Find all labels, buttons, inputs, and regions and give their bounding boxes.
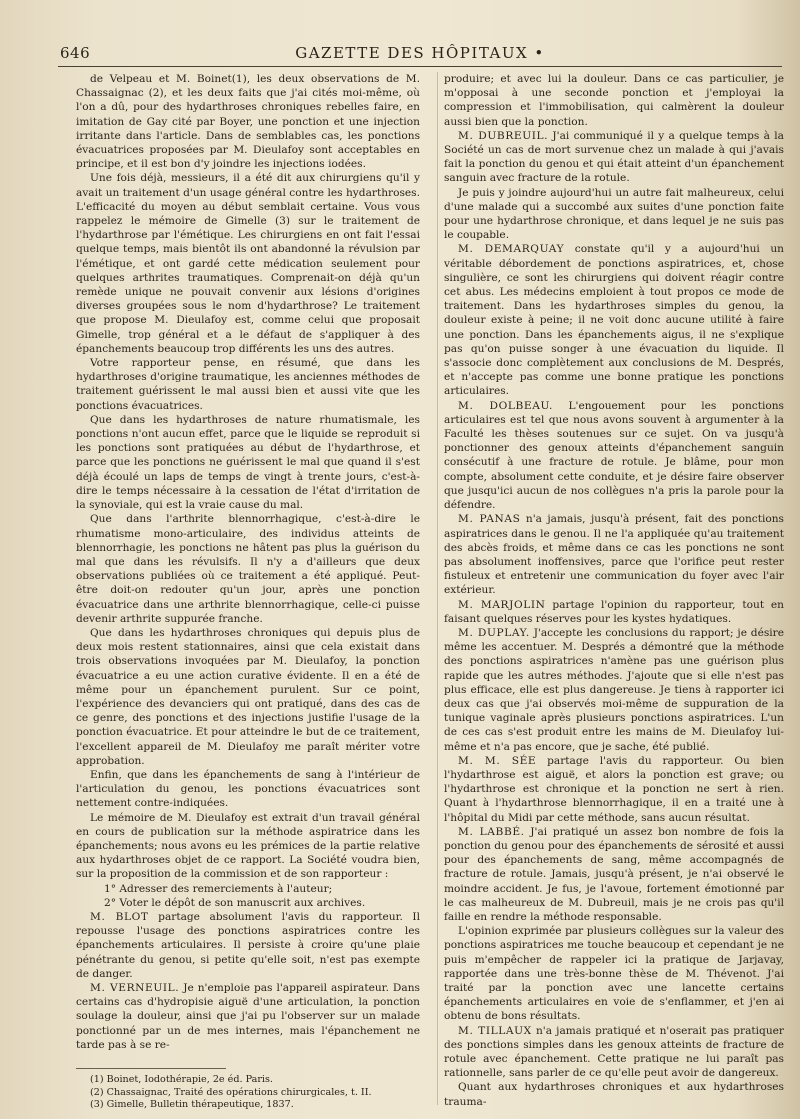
- paragraph-text: J'ai pratiqué un assez bon nombre de fois la ponction du genou pour des épanchements de sérosité et aussi pour des épanchements de sang, même accompagnés de fracture de rotule. Jamais, jusqu'à présent, je n'ai observé le moindre accident. Je fus, je l'avoue, fortement émotionné par le cas malheureux de M. Dubreuil, mais je ne crois pas qu'il faille en rendre la méthode responsable.: [444, 825, 784, 923]
- paragraph-text: de Velpeau et M. Boinet(1), les deux observations de M. Chassaignac (2), et les deux faits que j'ai cités moi-même, où l'on a dû, pour des hydarthroses chroniques rebelles faire, en imitation de Gay cité par Boyer, une ponction et une injection irritante dans l'article. Dans de semblables cas, les ponctions évacuatrices proposées par M. Dieulafoy sont acceptables en principe, et il est bon d'y joindre les injections iodées.: [76, 73, 420, 171]
- paragraph-text: Que dans les hydarthroses chroniques qui depuis plus de deux mois restent stationnaires, ainsi que cela existait dans trois observations invoquées par M. Dieulafoy, la ponction évacuatrice a eu une action curative évidente. Il en a été de même pour un épanchement purulent. Sur ce point, l'expérience des devanciers qui ont pratiqué, dans des cas de ce genre, des ponctions et des injections justifie l'usage de la ponction évacuatrice. Et pour atteindre le but de ce traitement, l'excellent appareil de M. Dieulafoy me paraît mériter votre approbation.: [76, 626, 420, 767]
- paragraph: [444, 399, 784, 513]
- paragraph: [444, 72, 784, 129]
- paragraph: [444, 1024, 784, 1081]
- footnote: (1) Boinet, Iodothérapie, 2e éd. Paris.: [90, 1074, 273, 1086]
- paragraph: [444, 825, 784, 924]
- paragraph-text: Une fois déjà, messieurs, il a été dit aux chirurgiens qu'il y avait un traitement d'un usage général contre les hydarthroses. L'efficacité du moyen au début semblait certaine. Vous vous rappelez le mémoire de Gimelle (3) sur le traitement de l'hydarthrose par l'émétique. Les chirurgiens en ont fait l'essai quelque temps, mais bientôt ils ont abandonné la révulsion par l'émétique, et ont gardé cette médication seulement pour quelques arthrites traumatiques. Comprenait-on déjà qu'un remède unique ne pouvait convenir aux lésions d'origines diverses groupées sous le nom d'hydarthrose? Le traitement que propose M. Dieulafoy est, comme celui que proposait Gimelle, trop général et a le défaut de s'appliquer à des épanchements beaucoup trop différents les uns des autres.: [76, 172, 420, 355]
- paragraph-text: partage l'opinion du rapporteur, tout en faisant quelques réserves pour les kystes hydatiques.: [444, 598, 784, 625]
- paragraph-text: produire; et avec lui la douleur. Dans ce cas particulier, je m'opposai à une seconde ponction et j'employai la compression et l'immobilisation, qui calmèrent la douleur aussi bien que la ponction.: [444, 73, 784, 128]
- speaker-name: M. PANAS: [458, 513, 521, 526]
- journal-title: GAZETTE DES HÔPITAUX •: [295, 44, 545, 62]
- paragraph-text: J'ai communiqué il y a quelque temps à la Société un cas de mort survenue chez un malade à qui j'avais fait la ponction du genou et qui était atteint d'un épanchement sanguin avec fracture de la rotule.: [444, 129, 784, 185]
- speaker-name: M. VERNEUIL.: [90, 982, 180, 994]
- paragraph: [444, 186, 784, 243]
- footnote: (3) Gimelle, Bulletin thérapeutique, 1837.: [90, 1099, 294, 1111]
- paragraph-text: n'a jamais, jusqu'à présent, fait des ponctions aspiratrices dans le genou. Il ne l'a appliquée qu'au traitement des abcès froids, et même dans ce cas les ponctions ne sont pas absolument inoffensives, parce que l'orifice peut rester fistuleux et entretenir une communication du foyer avec l'air extérieur.: [444, 513, 784, 597]
- left-column: [76, 72, 420, 1111]
- paragraph: [76, 981, 420, 1052]
- paragraph: [76, 910, 420, 981]
- paragraph: [76, 882, 420, 896]
- paragraph: [76, 896, 420, 910]
- paragraph: [444, 129, 784, 186]
- paragraph-text: 1° Adresser des remerciements à l'auteur;: [104, 882, 333, 895]
- paragraph: [444, 598, 784, 626]
- speaker-name: M. DEMARQUAY: [458, 243, 565, 256]
- paragraph: [76, 768, 420, 811]
- paragraph: [444, 754, 784, 825]
- paragraph: [76, 811, 420, 882]
- paragraph-text: Que dans les hydarthroses de nature rhumatismale, les ponctions n'ont aucun effet, parce que le liquide se reproduit si les ponctions sont pratiquées au début de l'hydarthrose, et parce que les ponctions ne guérissent le mal que quand il s'est déjà écoulé un laps de temps de vingt à trente jours, c'est-à-dire le temps nécessaire à la cessation de l'état d'irritation de la synoviale, qui est la vraie cause du mal.: [76, 413, 420, 512]
- paragraph: [444, 1080, 784, 1108]
- text-columns: [76, 72, 785, 1111]
- paragraph-text: n'a jamais pratiqué et n'oserait pas pratiquer des ponctions simples dans les genoux atteints de fracture de rotule avec épanchement. Cette pratique ne lui paraît pas rationnelle, sans parler de ce qu'elle peut avoir de dangereux.: [444, 1024, 784, 1080]
- paragraph-text: 2° Voter le dépôt de son manuscrit aux archives.: [104, 896, 366, 909]
- paragraph-text: Votre rapporteur pense, en résumé, que dans les hydarthroses d'origine traumatique, les anciennes méthodes de traitement guérissent le mal aussi bien et aussi vite que les ponctions évacuatrices.: [76, 357, 420, 412]
- paragraph-text: Le mémoire de M. Dieulafoy est extrait d'un travail général en cours de publication sur la méthode aspiratrice dans les épanchements; nous avons eu les prémices de la partie relative aux hydarthroses objet de ce rapport. La Société voudra bien, sur la proposition de la commission et de son rapporteur :: [76, 811, 420, 881]
- paragraph: [444, 242, 784, 398]
- paragraph: [76, 356, 420, 413]
- paragraph-text: constate qu'il y a aujourd'hui un véritable débordement de ponctions aspiratrices, et, chose singulière, ce sont les chirurgiens qui doivent réagir contre cet abus. Les médecins emploient à tout propos ce mode de traitement. Dans les hydarthroses simples du genou, la douleur existe à peine; il ne voit donc aucune utilité à faire une ponction. Dans les épanchements aigus, il ne s'explique pas qu'on puisse songer à une évacuation du liquide. Il s'associe donc complètement aux conclusions de M. Després, et n'accepte pas comme une bonne pratique les ponctions articulaires.: [444, 243, 785, 398]
- speaker-name: M. DUBREUIL.: [458, 129, 549, 142]
- paragraph-text: partage l'avis du rapporteur. Ou bien l'hydarthrose est aiguë, et alors la ponction est grave; ou l'hydarthrose est chronique et la ponction ne sert à rien. Quant à l'hydarthrose blennorrhagique, il en a traité une à l'hôpital du Midi par cette méthode, sans aucun résultat.: [444, 754, 784, 824]
- paragraph: [76, 626, 420, 768]
- paragraph: [444, 512, 784, 597]
- footnote: (2) Chassaignac, Traité des opérations chirurgicales, t. II.: [90, 1086, 372, 1098]
- paragraph: [444, 626, 784, 754]
- paragraph-text: Que dans l'arthrite blennorrhagique, c'est-à-dire le rhumatisme mono-articulaire, des individus atteints de blennorrhagie, les ponctions ne hâtent pas plus la guérison du mal que dans les révulsifs. Il n'y a d'ailleurs que deux observations publiées où ce traitement a été appliqué. Peut-être doit-on redouter qu'un jour, après une ponction évacuatrice dans une arthrite blennorrhagique, celle-ci puisse devenir arthrite suppurée franche.: [76, 513, 420, 625]
- paragraph-text: L'opinion exprimée par plusieurs collègues sur la valeur des ponctions aspiratrices me touche beaucoup et cependant je ne puis m'empêcher de rappeler ici la pratique de Jarjavay, rapportée dans une très-bonne thèse de M. Thévenot. J'ai traité par la ponction avec une lancette certains épanchements articulaires en voie de s'enflammer, et j'en ai obtenu de bons résultats.: [444, 925, 784, 1023]
- paragraph: [444, 924, 784, 1023]
- page-number: 646: [60, 44, 91, 62]
- paragraph: [76, 512, 420, 626]
- paragraph-text: Je n'emploie pas l'appareil aspirateur. Dans certains cas d'hydropisie aiguë d'une articulation, la ponction soulage la douleur, ainsi que j'ai pu l'observer sur un malade ponctionné par un de mes internes, mais l'épanchement ne tarde pas à se re-: [76, 982, 420, 1051]
- paragraph-text: L'engouement pour les ponctions articulaires est tel que nous avons souvent à argumenter à la Faculté les thèses soutenues sur ce sujet. On va jusqu'à ponctionner des genoux atteints d'épanchement sanguin consécutif à une fracture de rotule. Je blâme, pour mon compte, absolument cette conduite, et je désire faire observer que jusqu'ici aucun de nos collègues n'a pris la parole pour la défendre.: [444, 399, 784, 512]
- speaker-name: M. DUPLAY.: [458, 626, 530, 639]
- page-header: [58, 40, 782, 67]
- paragraph: [76, 413, 420, 512]
- paragraph: [76, 171, 420, 356]
- speaker-name: M. M. SÉE: [458, 754, 537, 767]
- speaker-name: M. BLOT: [90, 910, 149, 923]
- paragraph: [76, 72, 420, 171]
- speaker-name: M. TILLAUX: [458, 1024, 532, 1037]
- paragraph-text: J'accepte les conclusions du rapport; je désire même les accentuer. M. Després a démontré que la méthode des ponctions aspiratrices n'amène pas une guérison plus rapide que les autres méthodes. J'ajoute que si elle n'est pas plus efficace, elle est plus dangereuse. Je tiens à rapporter ici deux cas que j'ai observés moi-même de suppuration de la tunique vaginale après plusieurs ponctions aspiratrices. L'un de ces cas s'est produit entre les mains de M. Dieulafoy lui-même et n'a pas encore, que je sache, été publié.: [444, 626, 785, 753]
- speaker-name: M. LABBÉ.: [458, 825, 525, 838]
- paragraph-text: Je puis y joindre aujourd'hui un autre fait malheureux, celui d'une malade qui a succombé aux suites d'une ponction faite pour une hydarthrose chronique, et dans lequel je ne suis pas le coupable.: [444, 186, 784, 242]
- speaker-name: M. MARJOLIN: [458, 598, 546, 611]
- paragraph-text: Quant aux hydarthroses chroniques et aux hydarthroses trauma-: [444, 1081, 784, 1108]
- paragraph-text: Enfin, que dans les épanchements de sang à l'intérieur de l'articulation du genou, les ponctions évacuatrices sont nettement contre-indiquées.: [76, 768, 420, 810]
- paragraph-text: partage absolument l'avis du rapporteur. Il repousse l'usage des ponctions aspiratrices contre les épanchements articulaires. Il persiste à croire qu'une plaie pénétrante du genou, si petite qu'elle soit, n'est pas exempte de danger.: [76, 910, 420, 980]
- speaker-name: M. DOLBEAU.: [458, 399, 554, 412]
- right-column: [444, 72, 784, 1107]
